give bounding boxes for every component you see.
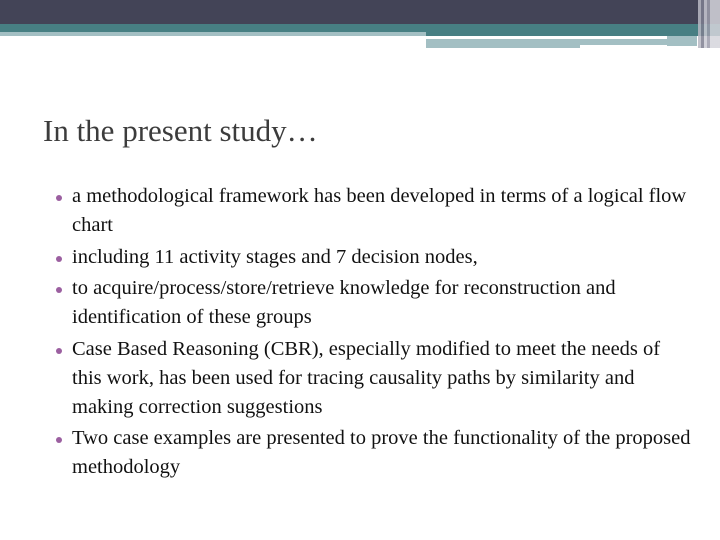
bullet-icon <box>56 195 62 201</box>
header-right-accent <box>667 36 697 46</box>
bullet-icon <box>56 256 62 262</box>
bullet-item: Two case examples are presented to prove the functionality of the proposed methodology <box>52 424 692 482</box>
bullet-item: including 11 activity stages and 7 decision nodes, <box>52 243 692 272</box>
header-light-strip-right <box>426 39 580 48</box>
bullet-item: Case Based Reasoning (CBR), especially modified to meet the needs of this work, has been used for tracing causality paths by similarity and making correction suggestions <box>52 335 692 422</box>
bullet-item: a methodological framework has been developed in terms of a logical flow chart <box>52 182 692 240</box>
bullet-item: to acquire/process/store/retrieve knowledge for reconstruction and identification of these groups <box>52 274 692 332</box>
right-edge-stripes <box>698 0 720 48</box>
bullet-icon <box>56 437 62 443</box>
header-light-strip-left <box>0 32 426 36</box>
header-dark-band <box>0 0 720 24</box>
header-teal-band <box>0 24 720 32</box>
slide-title: In the present study… <box>43 113 318 148</box>
bullet-icon <box>56 287 62 293</box>
bullet-list <box>52 182 692 485</box>
bullet-icon <box>56 348 62 354</box>
header-light-strip-mid <box>580 39 667 45</box>
